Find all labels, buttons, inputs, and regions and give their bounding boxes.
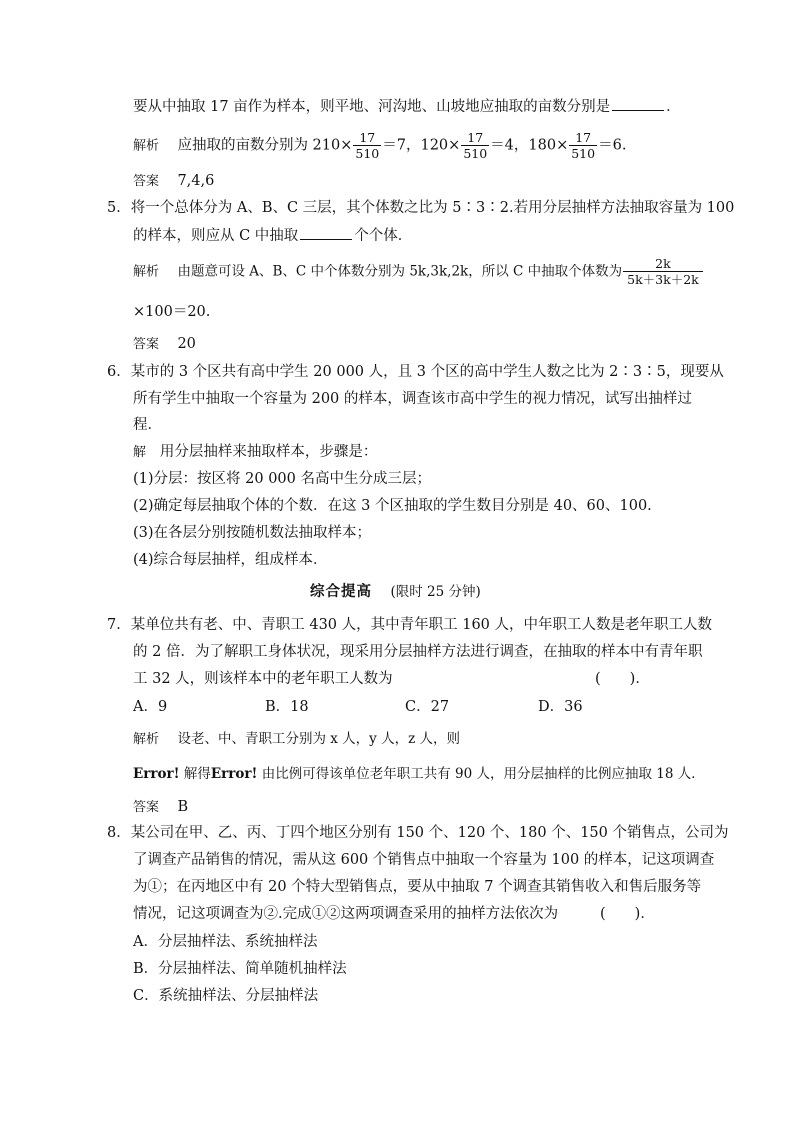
q6-step: (3)在各层分别按随机数法抽取样本；	[133, 525, 372, 541]
analysis-label: 解析	[133, 264, 160, 280]
q6-step: (2)确定每层抽取个体的个数．在这 3 个区抽取的学生数目分别是 40、60、100.	[133, 498, 652, 514]
q4-answer-blank	[612, 96, 664, 111]
q7-option-a: A．9	[133, 699, 168, 715]
q7-answer	[133, 797, 188, 818]
q7-answer-paren: ( )．	[595, 671, 650, 687]
q5-answer-blank	[300, 225, 352, 240]
analysis-label: 解析	[133, 732, 160, 747]
answer-value: 7,4,6	[177, 173, 215, 189]
q4-tail	[133, 96, 681, 117]
q7-option-c: C．27	[405, 699, 450, 715]
q4-analysis: 解析 应抽取的亩数分别为 210× $\frac{17}{510}$ ＝7，120× $\frac{17}{510}$ ＝4，180× $\frac{17}{510}$ ＝6.	[133, 130, 627, 161]
answer-label: 答案	[133, 800, 160, 815]
q5-line-2: 的样本，则应从 C 中抽取 个个体．	[133, 225, 412, 246]
answer-value: 20	[177, 336, 196, 352]
q4-analysis-text: 应抽取的亩数分别为 210×	[177, 137, 353, 154]
q8-line-2: 了调查产品销售的情况，需从这 600 个销售点中抽取一个容量为 100 的样本，记这项调查	[133, 852, 715, 868]
q8-option-c: C．系统抽样法、分层抽样法	[133, 988, 319, 1004]
fraction: $\frac{17}{510}$	[355, 130, 380, 161]
q5-line-1: 5．将一个总体分为 A、B、C 三层，其个体数之比为 5∶3∶2.若用分层抽样方法抽取容量为 100	[107, 200, 735, 216]
q7-line-3: 工 32 人，则该样本中的老年职工人数为	[133, 671, 393, 687]
question-number: 6．	[107, 364, 131, 380]
q7-option-b: B．18	[265, 699, 309, 715]
question-number: 5．	[107, 200, 131, 216]
q4-tail-end: ．	[666, 99, 681, 115]
q8-option-a: A．分层抽样法、系统抽样法	[133, 934, 318, 950]
q5-analysis: 解析 由题意可设 A、B、C 中个体数分别为 5k,3k,2k，所以 C 中抽取个体数为 $\frac{2k}{5k+3k+2k}$	[133, 256, 704, 287]
q8-line-4: 情况，记这项调查为②.完成①②这两项调查采用的抽样方法依次为	[133, 906, 559, 922]
q6-line-2: 所有学生中抽取一个容量为 200 的样本，调查该市高中学生的视力情况，试写出抽样过	[133, 391, 692, 407]
q5-analysis-tail: ×100＝20.	[133, 304, 211, 320]
section-subtitle: (限时 25 分钟)	[390, 584, 481, 600]
q7-line-2: 的 2 倍．为了解职工身体状况，现采用分层抽样方法进行调查，在抽取的样本中有青年职	[133, 644, 703, 660]
question-number: 7．	[107, 617, 131, 633]
analysis-label: 解析	[133, 138, 160, 154]
solution-label: 解	[133, 445, 147, 460]
q6-solution: 解 用分层抽样来抽取样本，步骤是：	[133, 444, 378, 460]
answer-value: B	[177, 799, 189, 815]
q6-step: (1)分层：按区将 20 000 名高中生分成三层；	[133, 471, 431, 487]
q8-line-1: 8．某公司在甲、乙、丙、丁四个地区分别有 150 个、120 个、180 个、150 个销售点，公司为	[107, 825, 729, 841]
q4-answer	[133, 171, 214, 192]
q4-tail-text: 要从中抽取 17 亩作为样本，则平地、河沟地、山坡地应抽取的亩数分别是	[133, 99, 611, 115]
section-title: 综合提高	[310, 583, 372, 600]
fraction: $\frac{2k}{5k+3k+2k}$	[623, 256, 703, 287]
q6-line-1: 6．某市的 3 个区共有高中学生 20 000 人，且 3 个区的高中学生人数之比为 2∶3∶5，现要从	[107, 364, 724, 380]
q8-option-b: B．分层抽样法、简单随机抽样法	[133, 961, 347, 977]
q7-line-1: 7．某单位共有老、中、青职工 430 人，其中青年职工 160 人，中年职工人数是老年职工人数	[107, 617, 713, 633]
question-number: 8．	[107, 825, 131, 841]
q8-line-3: 为①；在丙地区中有 20 个特大型销售点，要从中抽取 7 个调查其销售收入和售后服务等	[133, 879, 702, 895]
q7-analysis: 解析 设老、中、青职工分别为 x 人，y 人，z 人，则	[133, 731, 460, 747]
q6-step: (4)综合每层抽样，组成样本．	[133, 552, 328, 568]
answer-label: 答案	[133, 174, 160, 189]
answer-label: 答案	[133, 337, 160, 352]
q5-answer	[133, 334, 196, 355]
fraction: $\frac{17}{510}$	[463, 130, 488, 161]
q8-answer-paren: ( )．	[600, 906, 655, 922]
q7-option-d: D．36	[538, 699, 583, 715]
q7-analysis-error-line: Error! 解得Error! 由比例可得该单位老年职工共有 90 人，用分层抽样的比例应抽取 18 人．	[133, 766, 705, 782]
section-heading	[310, 582, 481, 602]
q6-line-3: 程．	[133, 417, 162, 433]
fraction: $\frac{17}{510}$	[571, 130, 596, 161]
